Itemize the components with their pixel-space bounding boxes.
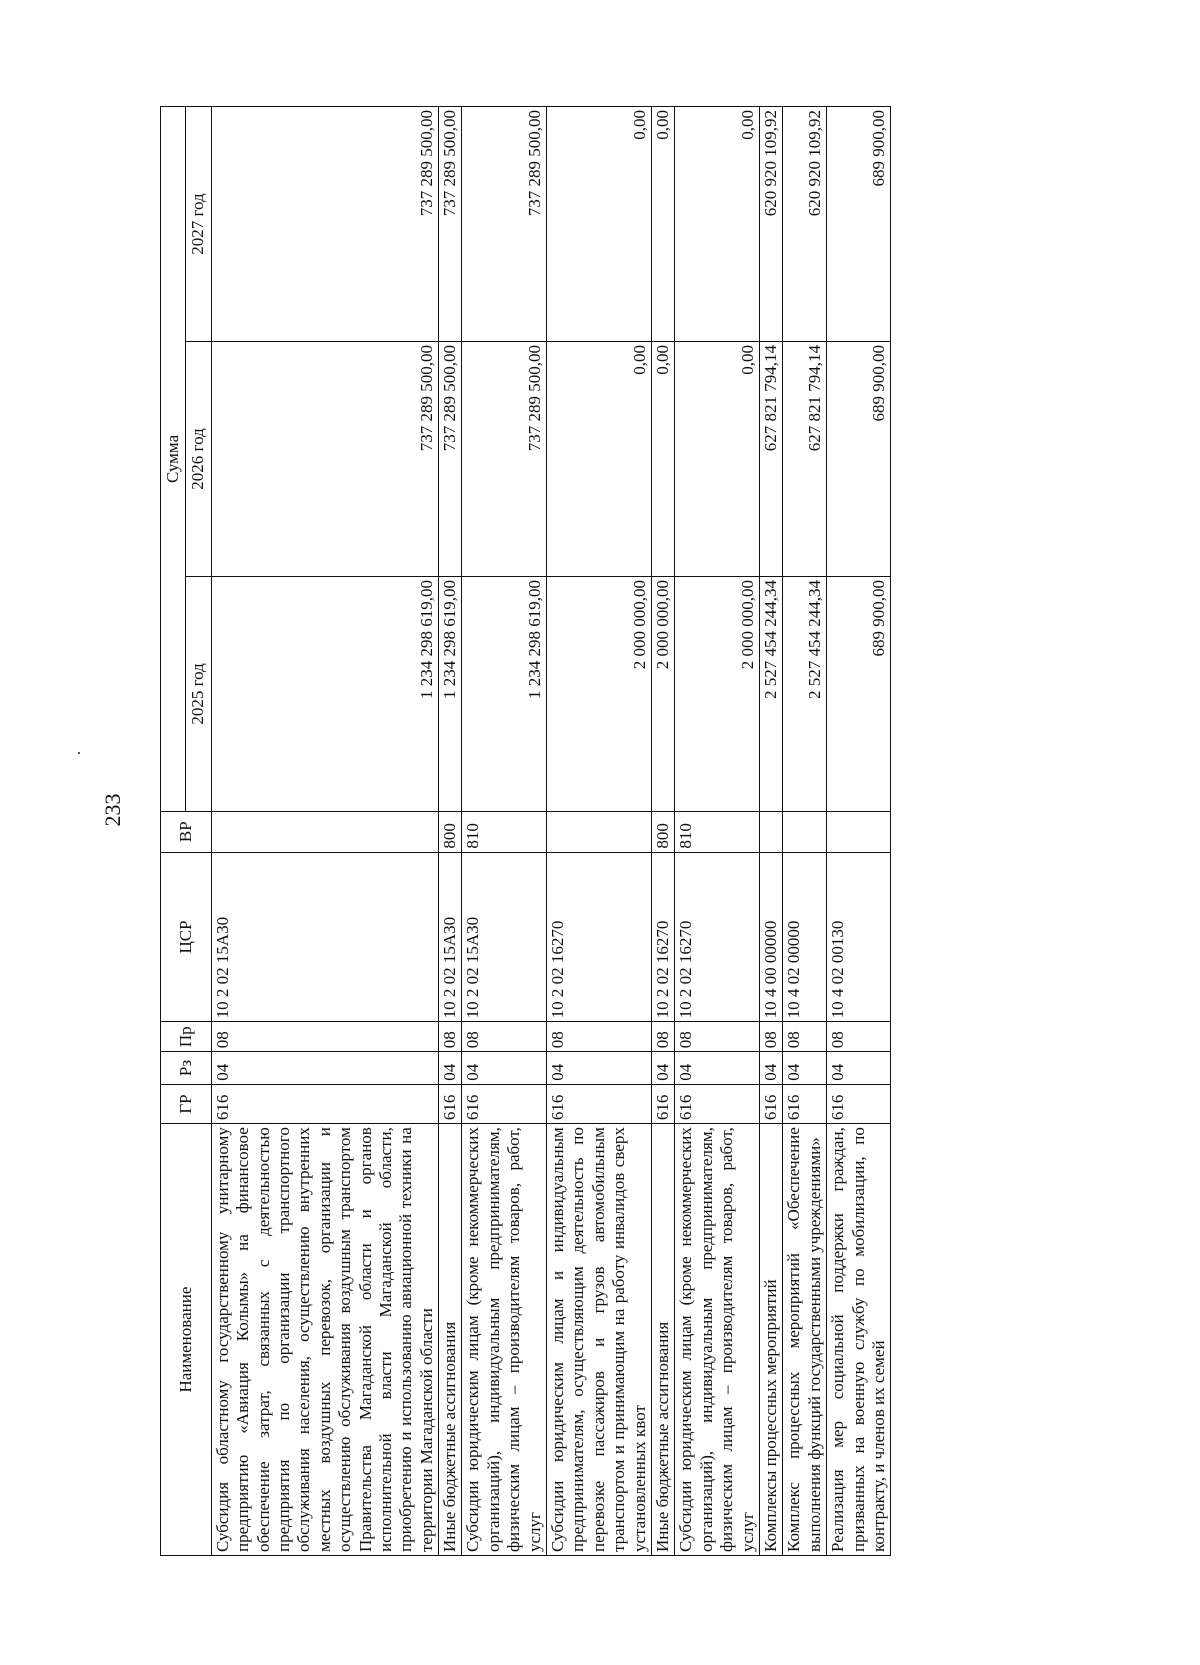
- cell-2026: 737 289 500,00: [462, 342, 547, 577]
- cell-gr: 616: [827, 1084, 891, 1123]
- table-row: [827, 107, 891, 1556]
- cell-csr: 10 4 02 00130: [827, 852, 891, 1022]
- cell-gr: 616: [211, 1084, 438, 1123]
- cell-csr: 10 2 02 15А30: [211, 852, 438, 1022]
- table-row: [675, 107, 760, 1556]
- header-pr: Пр: [161, 1022, 212, 1052]
- table-row: [462, 107, 547, 1556]
- cell-gr: 616: [759, 1084, 782, 1123]
- cell-2027: 0,00: [651, 107, 674, 342]
- cell-rz: 04: [547, 1052, 652, 1085]
- cell-gr: 616: [783, 1084, 827, 1123]
- cell-csr: 10 2 02 16270: [651, 852, 674, 1022]
- header-csr: ЦСР: [161, 852, 212, 1022]
- header-name: Наименование: [161, 1124, 212, 1556]
- cell-2027: 0,00: [675, 107, 760, 342]
- cell-rz: 04: [462, 1052, 547, 1085]
- cell-2025: 1 234 298 619,00: [462, 576, 547, 811]
- cell-vr: 800: [651, 811, 674, 852]
- cell-pr: 08: [827, 1022, 891, 1052]
- cell-name: Субсидии юридическим лицам (кроме некоммерческих организаций), индивидуальным предпринимателям, физическим лицам – производителям товаров, работ, услуг: [462, 1124, 547, 1556]
- cell-vr: [547, 811, 652, 852]
- table-row: [439, 107, 462, 1556]
- table-row: [759, 107, 782, 1556]
- cell-2027: 0,00: [547, 107, 652, 342]
- cell-name: Комплексы процессных мероприятий: [759, 1124, 782, 1556]
- cell-rz: 04: [439, 1052, 462, 1085]
- budget-table: [160, 106, 891, 1556]
- cell-2026: 627 821 794,14: [759, 342, 782, 577]
- cell-csr: 10 2 02 15А30: [439, 852, 462, 1022]
- cell-2027: 620 920 109,92: [783, 107, 827, 342]
- cell-name: Субсидии юридическим лицам и индивидуальным предпринимателям, осуществляющим деятельность по перевозке пассажиров и грузов автомобильным транспортом и принимающим на работу инвалидов сверх установленных квот: [547, 1124, 652, 1556]
- header-2026: 2026 год: [186, 342, 211, 577]
- cell-2027: 620 920 109,92: [759, 107, 782, 342]
- table-row: [651, 107, 674, 1556]
- cell-name: Иные бюджетные ассигнования: [439, 1124, 462, 1556]
- cell-name: Комплекс процессных мероприятий «Обеспечение выполнения функций государственными учреждениями»: [783, 1124, 827, 1556]
- cell-2027: 689 900,00: [827, 107, 891, 342]
- cell-vr: [783, 811, 827, 852]
- table-row: [547, 107, 652, 1556]
- cell-2025: 2 527 454 244,34: [783, 576, 827, 811]
- cell-2026: 737 289 500,00: [211, 342, 438, 577]
- cell-gr: 616: [439, 1084, 462, 1123]
- cell-2026: 0,00: [675, 342, 760, 577]
- header-2025: 2025 год: [186, 576, 211, 811]
- cell-name: Реализация мер социальной поддержки граждан, призванных на военную службу по мобилизации, по контракту, и членов их семей: [827, 1124, 891, 1556]
- cell-2027: 737 289 500,00: [211, 107, 438, 342]
- cell-pr: 08: [462, 1022, 547, 1052]
- header-rz: Рз: [161, 1052, 212, 1085]
- cell-2026: 627 821 794,14: [783, 342, 827, 577]
- cell-csr: 10 4 02 00000: [783, 852, 827, 1022]
- cell-csr: 10 2 02 16270: [547, 852, 652, 1022]
- cell-2026: 689 900,00: [827, 342, 891, 577]
- cell-2026: 737 289 500,00: [439, 342, 462, 577]
- cell-vr: 810: [462, 811, 547, 852]
- cell-vr: [211, 811, 438, 852]
- cell-2025: 2 527 454 244,34: [759, 576, 782, 811]
- cell-2027: 737 289 500,00: [439, 107, 462, 342]
- cell-pr: 08: [783, 1022, 827, 1052]
- cell-2025: 2 000 000,00: [675, 576, 760, 811]
- header-row-1: [161, 107, 186, 1556]
- cell-name: Субсидии юридическим лицам (кроме некоммерческих организаций), индивидуальным предпринимателям, физическим лицам – производителям товаров, работ, услуг: [675, 1124, 760, 1556]
- cell-2027: 737 289 500,00: [462, 107, 547, 342]
- rotated-table-area: [160, 106, 1070, 1556]
- cell-pr: 08: [547, 1022, 652, 1052]
- cell-name: Субсидия областному государственному унитарному предприятию «Авиация Колымы» на финансовое обеспечение затрат, связанных с деятельностью предприятия по организации транспортного обслуживания населения, осуществлению внутренних местных воздушных перевозок, организации и осуществлению обслуживания воздушным транспортом Правительства Магаданской области и органов исполнительной власти Магаданской области, приобретению и использованию авиационной техники на территории Магаданской области: [211, 1124, 438, 1556]
- cell-vr: 800: [439, 811, 462, 852]
- budget-table-wrapper: [160, 106, 1070, 1556]
- cell-2025: 2 000 000,00: [547, 576, 652, 811]
- cell-csr: 10 4 00 00000: [759, 852, 782, 1022]
- cell-csr: 10 2 02 16270: [675, 852, 760, 1022]
- cell-name: Иные бюджетные ассигнования: [651, 1124, 674, 1556]
- cell-rz: 04: [759, 1052, 782, 1085]
- header-sum: Сумма: [161, 107, 186, 812]
- cell-vr: 810: [675, 811, 760, 852]
- table-row: [783, 107, 827, 1556]
- page-number: 233: [100, 793, 125, 827]
- cell-vr: [827, 811, 891, 852]
- cell-rz: 04: [783, 1052, 827, 1085]
- cell-pr: 08: [439, 1022, 462, 1052]
- cell-gr: 616: [675, 1084, 760, 1123]
- cell-2026: 0,00: [547, 342, 652, 577]
- cell-2026: 0,00: [651, 342, 674, 577]
- cell-gr: 616: [462, 1084, 547, 1123]
- header-vr: ВР: [161, 811, 212, 852]
- cell-pr: 08: [675, 1022, 760, 1052]
- header-2027: 2027 год: [186, 107, 211, 342]
- cell-2025: 1 234 298 619,00: [211, 576, 438, 811]
- scan-speck: [78, 752, 80, 754]
- cell-csr: 10 2 02 15А30: [462, 852, 547, 1022]
- cell-rz: 04: [675, 1052, 760, 1085]
- cell-2025: 689 900,00: [827, 576, 891, 811]
- cell-gr: 616: [651, 1084, 674, 1123]
- cell-2025: 2 000 000,00: [651, 576, 674, 811]
- cell-pr: 08: [651, 1022, 674, 1052]
- cell-2025: 1 234 298 619,00: [439, 576, 462, 811]
- cell-rz: 04: [827, 1052, 891, 1085]
- cell-vr: [759, 811, 782, 852]
- cell-gr: 616: [547, 1084, 652, 1123]
- header-gr: ГР: [161, 1084, 212, 1123]
- cell-rz: 04: [651, 1052, 674, 1085]
- table-row: [211, 107, 438, 1556]
- cell-rz: 04: [211, 1052, 438, 1085]
- cell-pr: 08: [211, 1022, 438, 1052]
- cell-pr: 08: [759, 1022, 782, 1052]
